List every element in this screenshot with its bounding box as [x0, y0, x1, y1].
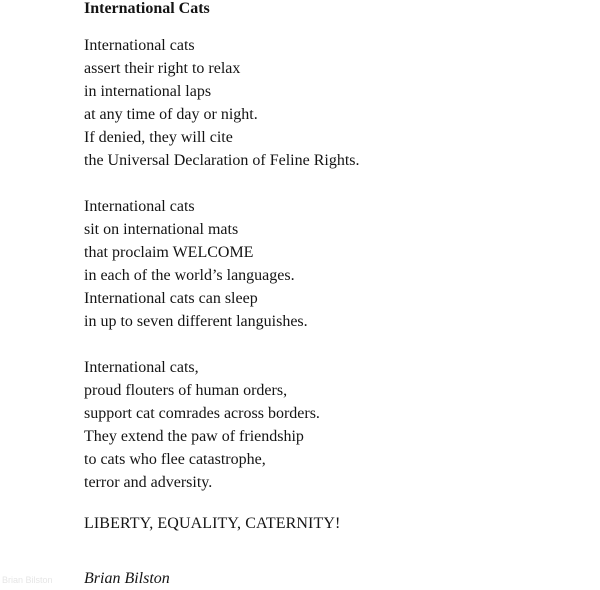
poem-title: International Cats: [84, 0, 210, 17]
stanza-3: [84, 356, 320, 494]
poem-line: in up to seven different languishes.: [84, 313, 308, 330]
poem-line: International cats,: [84, 359, 199, 376]
poem-line: to cats who flee catastrophe,: [84, 451, 266, 468]
stanza-1: [84, 34, 359, 172]
stanza-2: [84, 195, 308, 333]
poem-line: assert their right to relax: [84, 60, 241, 77]
watermark-text: Brian Bilston: [2, 575, 53, 585]
poem-line: the Universal Declaration of Feline Rights.: [84, 152, 360, 169]
poem-line: International cats can sleep: [84, 290, 258, 307]
poem-line: If denied, they will cite: [84, 129, 233, 146]
poem-line: terror and adversity.: [84, 474, 213, 491]
poem-line: They extend the paw of friendship: [84, 428, 304, 445]
poem-line: support cat comrades across borders.: [84, 405, 320, 422]
poem-line: proud flouters of human orders,: [84, 382, 288, 399]
poem-line: in international laps: [84, 83, 212, 100]
stanza-refrain: [84, 512, 340, 535]
poem-line: International cats: [84, 198, 195, 215]
poem-refrain: LIBERTY, EQUALITY, CATERNITY!: [84, 515, 341, 532]
poem-line: at any time of day or night.: [84, 106, 258, 123]
poem-line: International cats: [84, 37, 195, 54]
poem-author: Brian Bilston: [84, 570, 170, 587]
poem-line: that proclaim WELCOME: [84, 244, 254, 261]
poem-line: in each of the world’s languages.: [84, 267, 295, 284]
poem-line: sit on international mats: [84, 221, 239, 238]
